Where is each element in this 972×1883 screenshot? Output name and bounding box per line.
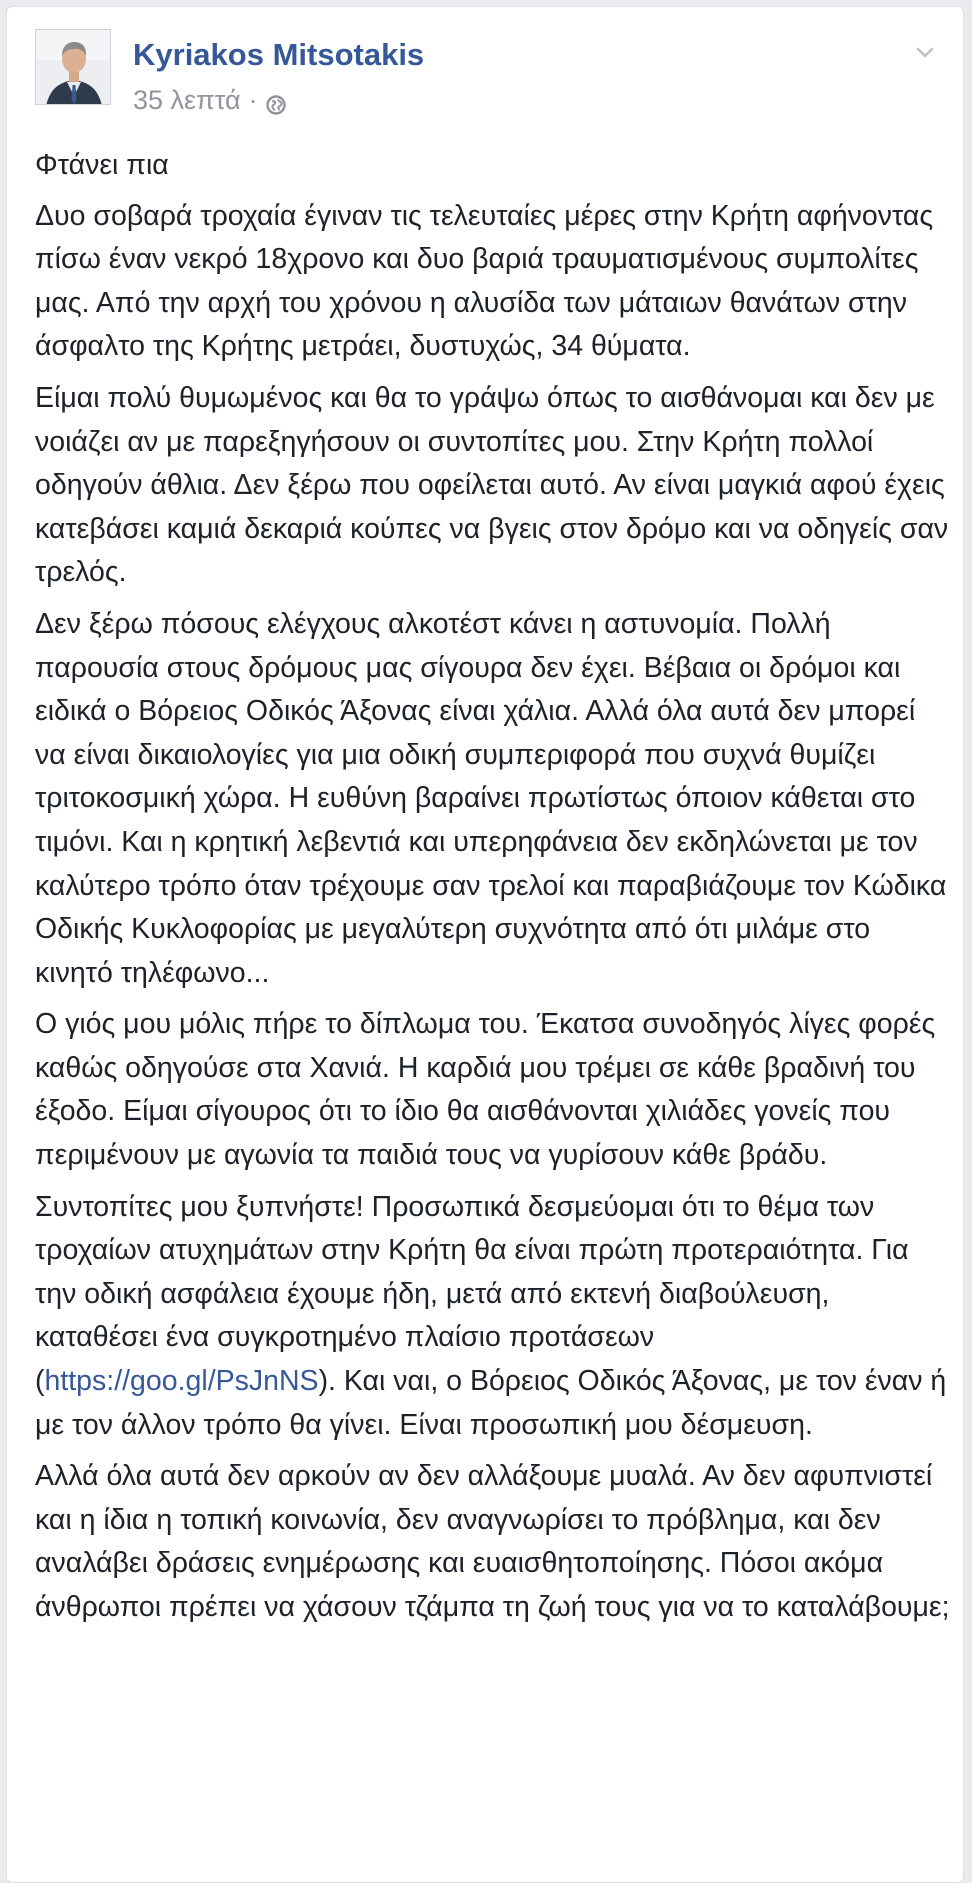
paragraph-text-before-link: Συντοπίτες μου ξυπνήστε! Προσωπικά δεσμεύομαι ότι το θέμα των τροχαίων ατυχημάτων στην Κρήτη θα είναι πρώτη προτεραιότητα. Για την οδική ασφάλεια έχουμε ήδη, μετά από εκτενή διαβούλευση, καταθέσει ένα συγκροτημένο πλαίσιο προτάσεων ( bbox=[35, 1190, 909, 1398]
paragraph-text-after-link: ). Και ναι, ο Βόρειος Οδικός Άξονας, με τον έναν ή με τον άλλον τρόπο θα γίνει. Είναι προσωπική μου δέσμευση. bbox=[35, 1365, 947, 1441]
post-body bbox=[35, 144, 950, 1638]
post-paragraph-4: Ο γιός μου μόλις πήρε το δίπλωμα του. Έκατσα συνοδηγός λίγες φορές καθώς οδηγούσε στα Χανιά. Η καρδιά μου τρέμει σε κάθε βραδινή του έξοδο. Είμαι σίγουρος ότι το ίδιο θα αισθάνονται χιλιάδες γονείς που περιμένουν με αγωνία τα παιδιά τους να γυρίσουν κάθε βράδυ. bbox=[35, 1008, 936, 1172]
post-paragraph-1: Δυο σοβαρά τροχαία έγιναν τις τελευταίες μέρες στην Κρήτη αφήνοντας πίσω έναν νεκρό 18χρονο και δυο βαριά τραυματισμένους συμπολίτες μας. Από την αρχή του χρόνου η αλυσίδα των μάταιων θανάτων στην άσφαλτο της Κρήτης μετράει, δυστυχώς, 34 θύματα. bbox=[35, 199, 934, 363]
post-meta bbox=[133, 85, 286, 116]
avatar-image bbox=[36, 30, 111, 105]
timestamp[interactable]: 35 λεπτά bbox=[133, 85, 241, 115]
post-header bbox=[35, 29, 935, 119]
post-paragraph-5 bbox=[35, 1186, 950, 1448]
post-paragraph-3: Δεν ξέρω πόσους ελέγχους αλκοτέστ κάνει η αστυνομία. Πολλή παρουσία στους δρόμους μας σίγουρα δεν έχει. Βέβαια οι δρόμοι και ειδικά ο Βόρειος Οδικός Άξονας είναι χάλια. Αλλά όλα αυτά δεν μπορεί να είναι δικαιολογίες για μια οδική συμπεριφορά που συχνά θυμίζει τριτοκοσμική χώρα. Η ευθύνη βαραίνει πρωτίστως όποιον κάθεται στο τιμόνι. Και η κρητική λεβεντιά και υπερηφάνεια δεν εκδηλώνεται με τον καλύτερο τρόπο όταν τρέχουμε σαν τρελοί και παραβιάζουμε τον Κώδικα Οδικής Κυκλοφορίας με μεγαλύτερη συχνότητα από ότι μιλάμε στο κινητό τηλέφωνο... bbox=[35, 607, 947, 989]
proposals-link[interactable]: https://goo.gl/PsJnNS bbox=[44, 1365, 319, 1398]
author-name[interactable]: Kyriakos Mitsotakis bbox=[133, 37, 425, 72]
post-card bbox=[6, 6, 964, 1883]
post-paragraph-2: Είμαι πολύ θυμωμένος και θα το γράψω όπως το αισθάνομαι και δεν με νοιάζει αν με παρεξηγήσουν οι συντοπίτες μου. Στην Κρήτη πολλοί οδηγούν άθλια. Δεν ξέρω που οφείλεται αυτό. Αν είναι μαγκιά αφού έχεις κατεβάσει καμιά δεκαριά κούπες να βγεις στον δρόμο και να οδηγείς σαν τρελός. bbox=[35, 381, 949, 589]
avatar[interactable] bbox=[35, 29, 111, 105]
post-title: Φτάνει πια bbox=[35, 149, 169, 181]
meta-separator: · bbox=[248, 85, 258, 115]
chevron-down-icon[interactable] bbox=[909, 37, 941, 69]
globe-icon[interactable] bbox=[266, 91, 286, 111]
post-paragraph-6: Αλλά όλα αυτά δεν αρκούν αν δεν αλλάξουμε μυαλά. Αν δεν αφυπνιστεί και η ίδια η τοπική κοινωνία, δεν αναγνωρίσει το πρόβλημα, και δεν αναλάβει δράσεις ενημέρωσης και ευαισθητοποίησης. Πόσοι ακόμα άνθρωποι πρέπει να χάσουν τζάμπα τη ζωή τους για να το καταλάβουμε; bbox=[35, 1460, 950, 1623]
